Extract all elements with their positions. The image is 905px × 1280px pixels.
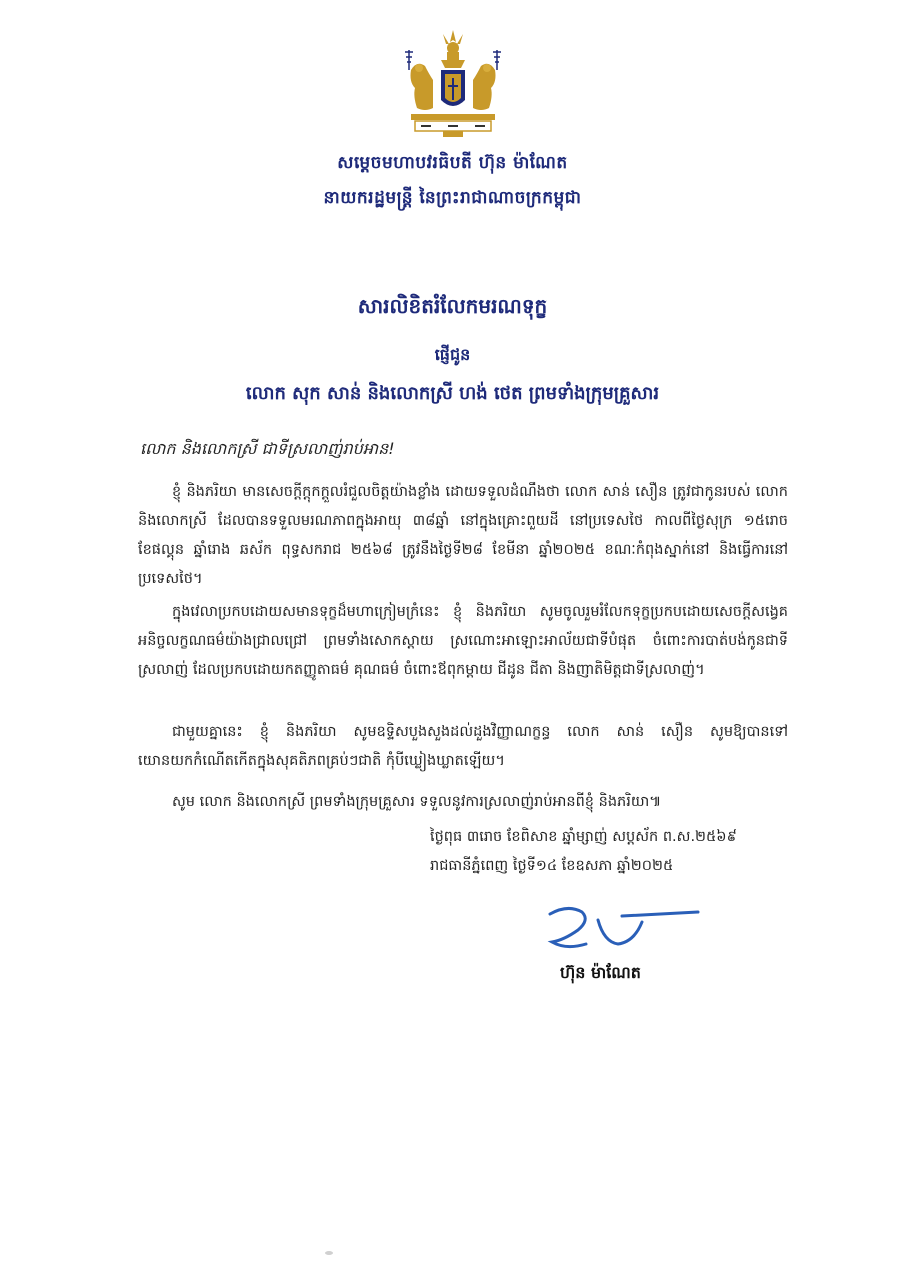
recipients-line: លោក សុក សាន់ និងលោកស្រី ហង់ ថេត ព្រមទាំងក្រុមគ្រួសារ — [245, 383, 660, 404]
sender-position-line: នាយករដ្ឋមន្ត្រី នៃព្រះរាជាណាចក្រកម្ពុជា — [323, 188, 582, 208]
sender-name-line: សម្ដេចមហាបវរធិបតី ហ៊ុន ម៉ាណែត — [337, 153, 568, 173]
handwritten-signature — [538, 900, 708, 960]
scan-mark — [322, 1242, 336, 1250]
paragraph-2: ក្នុងវេលាប្រកបដោយសមានទុក្ខដ៏មហាក្រៀមក្រំនេះ ខ្ញុំ និងភរិយា សូមចូលរួមរំលែកទុក្ខប្រកបដោយសេចក្តីសង្វេគអនិច្ចលក្ខណធម៌យ៉ាងជ្រាលជ្រៅ ព្រមទាំងសោកស្តាយ ស្រណោះអាឡោះអាល័យជាទីបំផុត ចំពោះការបាត់បង់កូនជាទីស្រលាញ់ ដែលប្រកបដោយកតញ្ញូតាធម៌ គុណធម៌ ចំពោះឪពុកម្តាយ ជីដូន ជីតា និងញាតិមិត្តជាទីស្រលាញ់។ — [138, 604, 788, 678]
royal-emblem-icon — [403, 30, 503, 140]
salutation: លោក និងលោកស្រី ជាទីស្រលាញ់រាប់អាន! — [140, 439, 395, 458]
paragraph-4: សូម លោក និងលោកស្រី ព្រមទាំងក្រុមគ្រួសារ ទទួលនូវការស្រលាញ់រាប់អានពីខ្ញុំ និងភរិយា៕ — [172, 794, 662, 810]
lunar-date: ថ្ងៃពុធ ៣រោច ខែពិសាខ ឆ្នាំម្សាញ់ សប្តស័ក ព.ស.២៥៦៩ — [430, 829, 737, 845]
paragraph-1: ខ្ញុំ និងភរិយា មានសេចក្តីក្តុកក្តួលរំជួលចិត្តយ៉ាងខ្លាំង ដោយទទួលដំណឹងថា លោក សាន់ សឿន ត្រូវជាកូនរបស់ លោក និងលោកស្រី ដែលបានទទួលមរណភាពក្នុងអាយុ ៣៨ឆ្នាំ នៅក្នុងគ្រោះពួយដី នៅប្រទេសថៃ កាលពីថ្ងៃសុក្រ ១៥រោច ខែផល្គុន ឆ្នាំរោង ឆស័ក ពុទ្ធសករាជ ២៥៦៨ ត្រូវនឹងថ្ងៃទី២៨ ខែមីនា ឆ្នាំ២០២៥ ខណៈកំពុងស្នាក់នៅ និងធ្វើការនៅប្រទេសថៃ។ — [138, 484, 788, 587]
letter-title: សារលិខិតរំលែកមរណទុក្ខ — [357, 294, 548, 318]
solar-date: រាជធានីភ្នំពេញ ថ្ងៃទី១៤ ខែឧសភា ឆ្នាំ២០២៥ — [430, 858, 674, 874]
sent-to-label: ផ្ញើជូន — [434, 345, 471, 364]
signer-name: ហ៊ុន ម៉ាណែត — [560, 963, 641, 982]
paragraph-3: ជាមួយគ្នានេះ ខ្ញុំ និងភរិយា សូមឧទ្ទិសបួងសួងដល់ដួងវិញ្ញាណក្ខន្ធ លោក សាន់ សឿន សូមឱ្យបានទៅយោនយកកំណើតកើតក្នុងសុគតិភពគ្រប់ៗជាតិ កុំបីឃ្លៀងឃ្លាតឡើយ។ — [138, 724, 788, 769]
